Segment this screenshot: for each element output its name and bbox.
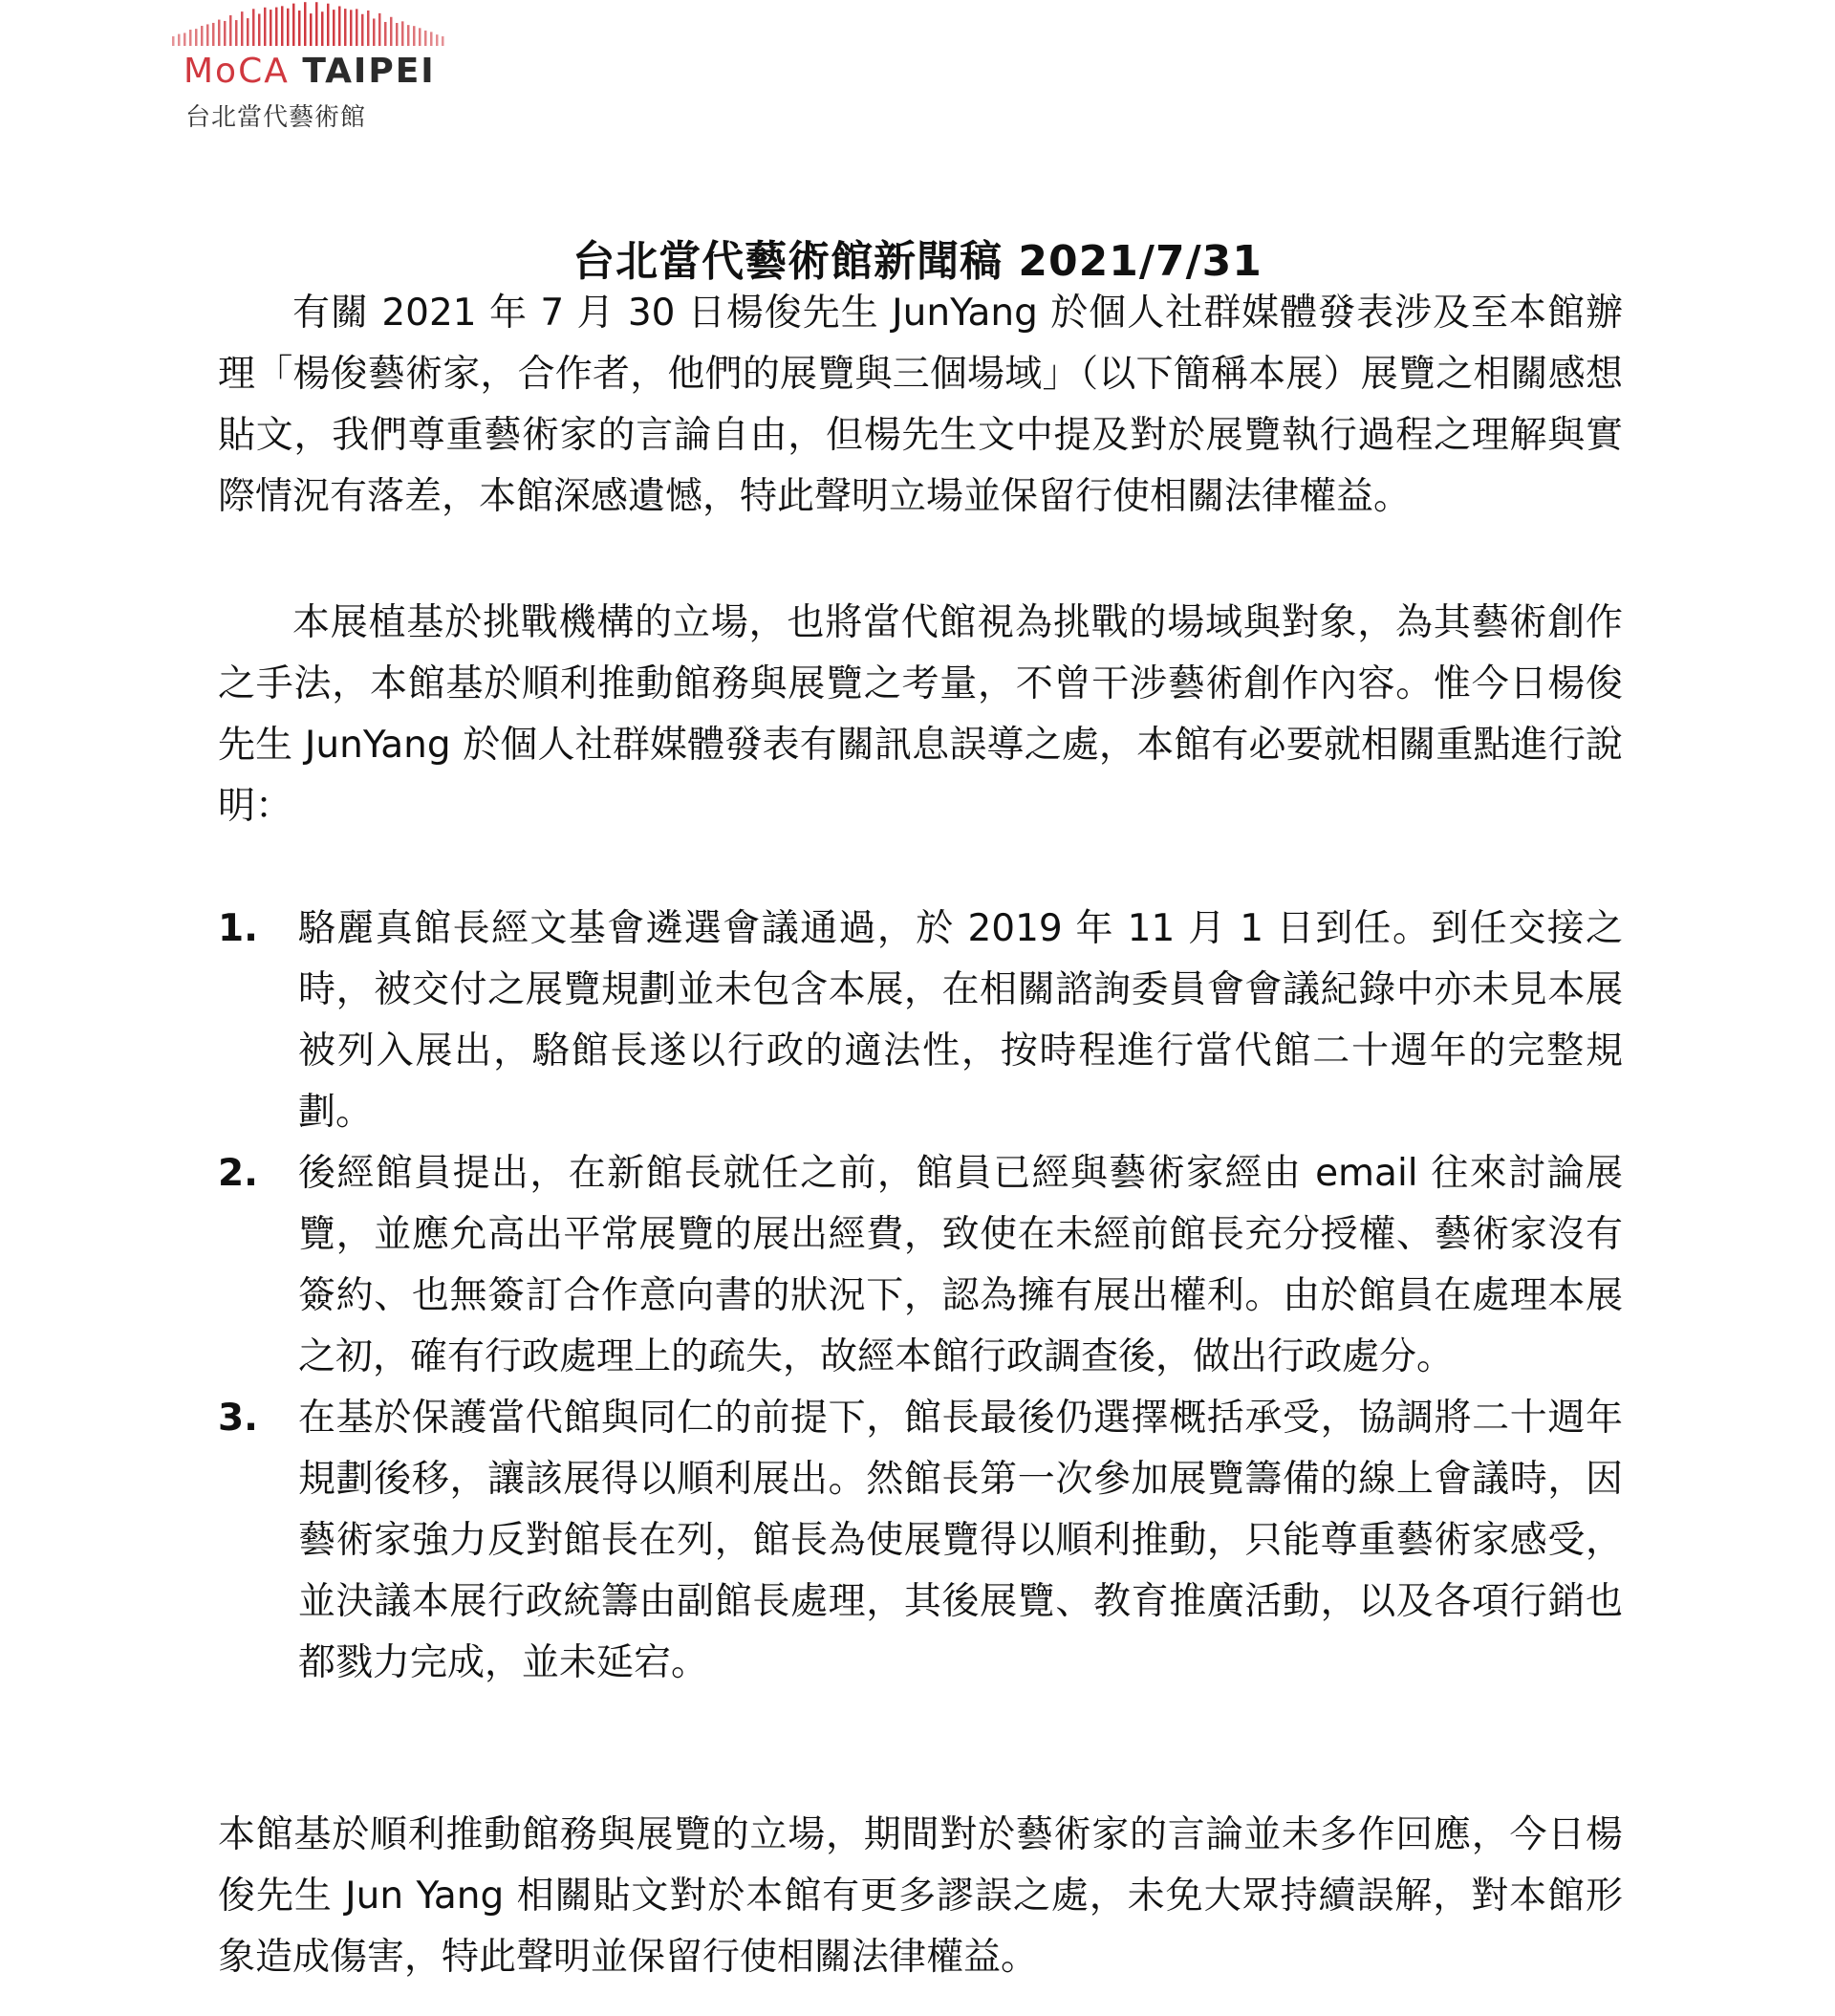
logo-bar: [252, 9, 255, 46]
logo-bar: [287, 9, 290, 46]
logo-bar: [407, 25, 410, 46]
points-list: [218, 899, 1623, 1694]
list-item: [218, 1388, 1623, 1694]
logo-bar: [201, 26, 204, 46]
logo-subtitle: 台北當代藝術館: [185, 103, 367, 132]
logo-bar: [218, 20, 221, 46]
logo-bar: [264, 8, 267, 46]
logo-bar: [356, 9, 358, 46]
logo-bar: [258, 13, 261, 46]
logo-bar: [235, 20, 238, 46]
logo-bar: [413, 26, 416, 46]
logo-bar: [378, 13, 381, 46]
logo-bar: [275, 8, 278, 46]
logo-bar: [373, 18, 376, 46]
logo-brand-primary: MoCA: [184, 52, 290, 91]
logo-bar: [436, 34, 439, 46]
logo-bar: [430, 32, 433, 46]
logo-bar: [304, 2, 307, 46]
logo-bar: [442, 36, 444, 46]
logo-bar: [344, 9, 347, 46]
logo-bar: [321, 11, 324, 46]
logo-bar: [338, 6, 341, 46]
press-release-title: 台北當代藝術館新聞稿 2021/7/31: [572, 237, 1263, 287]
logo-bar: [350, 10, 353, 46]
intro-paragraph: 有關 2021 年 7 月 30 日楊俊先生 JunYang 於個人社群媒體發表涉及至本館辦理「楊俊藝術家，合作者，他們的展覽與三個場域」（以下簡稱本展）展覽之相關感想貼文，我們尊重藝術家的言論自由，但楊先生文中提及對於展覽執行過程之理解與實際情況有落差，本館深感遺憾，特此聲明立場並保留行使相關法律權益。: [218, 292, 1623, 518]
logo-bar: [281, 6, 284, 46]
logo-bar: [270, 10, 272, 46]
logo-bar: [241, 11, 244, 46]
context-paragraph: 本展植基於挑戰機構的立場，也將當代館視為挑戰的場域與對象，為其藝術創作之手法，本館基於順利推動館務與展覽之考量，不曾干涉藝術創作內容。惟今日楊俊先生 JunYang 於個人社群媒體發表有關訊息誤導之處，本館有必要就相關重點進行說明：: [218, 601, 1623, 828]
list-item-text: 駱麗真館長經文基會遴選會議通過，於 2019 年 11 月 1 日到任。到任交接之時，被交付之展覽規劃並未包含本展，在相關諮詢委員會會議紀錄中亦未見本展被列入展出，駱館長遂以行政的適法性，按時程進行當代館二十週年的完整規劃。: [298, 907, 1623, 1134]
logo-bar: [212, 23, 215, 46]
logo-brand-secondary: TAIPEI: [302, 52, 436, 91]
logo-bar: [424, 31, 427, 46]
logo-bar: [310, 13, 313, 46]
list-item-text: 後經館員提出，在新館長就任之前，館員已經與藝術家經由 email 往來討論展覽，並應允高出平常展覽的展出經費，致使在未經前館長充分授權、藝術家沒有簽約、也無簽訂合作意向書的狀況下，認為擁有展出權利。由於館員在處理本展之初，確有行政處理上的疏失，故經本館行政調查後，做出行政處分。: [298, 1152, 1623, 1378]
list-item-text: 在基於保護當代館與同仁的前提下，館長最後仍選擇概括承受，協調將二十週年規劃後移，讓該展得以順利展出。然館長第一次參加展覽籌備的線上會議時，因藝術家強力反對館長在列，館長為使展覽得以順利推動，只能尊重藝術家感受，並決議本展行政統籌由副館長處理，其後展覽、教育推廣活動，以及各項行銷也都戮力完成，並未延宕。: [298, 1397, 1623, 1684]
logo-bar: [292, 4, 295, 46]
logo-bar: [367, 11, 370, 46]
logo-bars-graphic: [172, 0, 449, 48]
list-item: [218, 1143, 1623, 1388]
logo-bar: [189, 30, 192, 46]
logo-bar: [206, 24, 209, 46]
logo-bar: [390, 17, 393, 46]
list-item-number: 3.: [218, 1397, 258, 1440]
logo-bar: [315, 2, 318, 46]
list-item-number: 1.: [218, 907, 258, 950]
logo-bar: [384, 22, 387, 46]
closing-paragraph: 本館基於順利推動館務與展覽的立場，期間對於藝術家的言論並未多作回應，今日楊俊先生 Jun Yang 相關貼文對於本館有更多謬誤之處，未免大眾持續誤解，對本館形象造成傷害，特此聲明並保留行使相關法律權益。: [218, 1813, 1623, 1979]
logo-bar: [247, 18, 249, 46]
logo-bar: [361, 14, 364, 46]
logo-bar: [172, 36, 175, 46]
logo-bar: [333, 10, 335, 46]
list-item-number: 2.: [218, 1152, 258, 1195]
logo-bar: [419, 28, 421, 46]
logo-bar: [195, 29, 198, 46]
moca-taipei-logo: [172, 0, 459, 134]
logo-bar: [396, 23, 399, 46]
logo-bar: [298, 11, 301, 46]
list-item: [218, 899, 1623, 1143]
logo-bar: [224, 21, 227, 46]
logo-wordmark: [184, 52, 436, 91]
logo-bar: [327, 4, 330, 46]
logo-bar: [229, 15, 232, 46]
logo-bar: [184, 33, 186, 46]
logo-bar: [401, 21, 404, 46]
logo-bar: [178, 34, 181, 46]
